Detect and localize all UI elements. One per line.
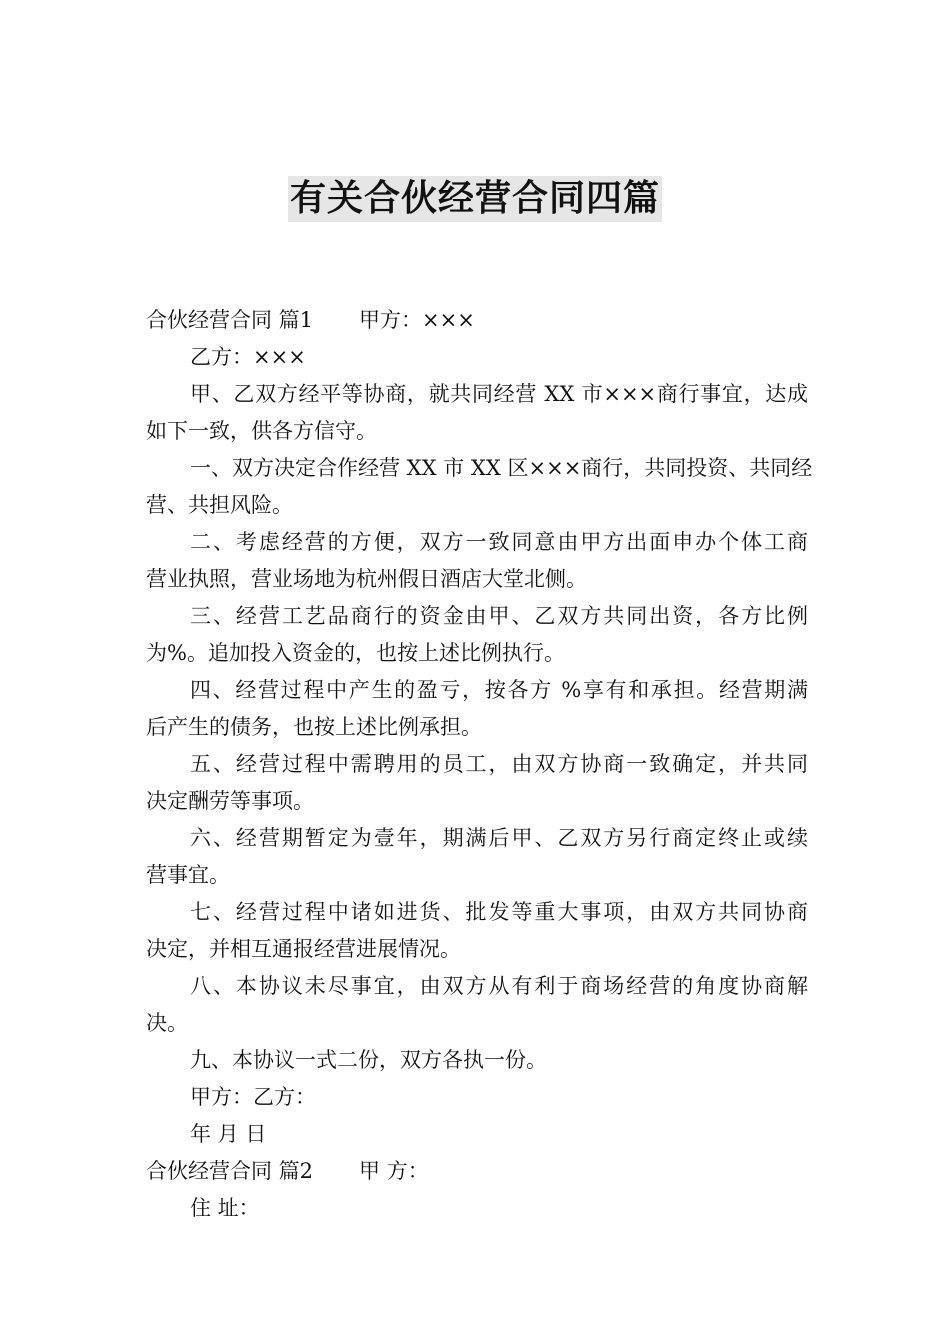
paragraph-line: 决定酬劳等事项。 <box>146 789 314 813</box>
paragraph-line: 二、考虑经营的方便，双方一致同意由甲方出面申办个体工商 <box>190 530 808 554</box>
document-body <box>146 302 813 1227</box>
paragraph-line: 营事宜。 <box>146 863 230 887</box>
paragraph-line: 决定，并相互通报经营进展情况。 <box>146 937 461 961</box>
paragraph-line: 五、经营过程中需聘用的员工，由双方协商一致确定，并共同 <box>190 752 808 776</box>
paragraph-line: 四、经营过程中产生的盈亏，按各方 %享有和承担。经营期满 <box>190 678 808 702</box>
title-area <box>0 176 950 222</box>
document-title: 有关合伙经营合同四篇 <box>288 176 662 222</box>
paragraph-line: 一、双方决定合作经营 XX 市 XX 区×××商行，共同投资、共同经 <box>190 456 813 480</box>
party-a-label: 甲 方： <box>359 1159 429 1183</box>
paragraph-line: 为%。追加投入资金的，也按上述比例执行。 <box>146 641 565 665</box>
section-label: 合伙经营合同 篇2 <box>146 1159 314 1183</box>
paragraph-line: 后产生的债务，也按上述比例承担。 <box>146 715 482 739</box>
section-label: 合伙经营合同 篇1 <box>146 308 314 332</box>
section-heading-2 <box>146 1153 808 1190</box>
paragraph-line: 乙方：××× <box>190 345 306 369</box>
paragraph-line: 营、共担风险。 <box>146 493 293 517</box>
paragraph-line: 七、经营过程中诸如进货、批发等重大事项，由双方共同协商 <box>190 900 808 924</box>
paragraph-line: 甲、乙双方经平等协商，就共同经营 XX 市×××商行事宜，达成 <box>190 382 808 406</box>
paragraph-line: 如下一致，供各方信守。 <box>146 419 377 443</box>
party-a-label: 甲方：××× <box>359 308 475 332</box>
date-line: 年 月 日 <box>190 1122 267 1146</box>
paragraph-line: 九、本协议一式二份，双方各执一份。 <box>190 1048 547 1072</box>
paragraph-line: 八、本协议未尽事宜，由双方从有利于商场经营的角度协商解 <box>190 974 808 998</box>
paragraph-line: 三、经营工艺品商行的资金由甲、乙双方共同出资，各方比例 <box>190 604 808 628</box>
signature-line: 甲方：乙方： <box>190 1085 316 1109</box>
section-heading-1 <box>146 302 808 339</box>
paragraph-line: 六、经营期暂定为壹年，期满后甲、乙双方另行商定终止或续 <box>190 826 808 850</box>
paragraph-line: 决。 <box>146 1011 188 1035</box>
paragraph-line: 营业执照，营业场地为杭州假日酒店大堂北侧。 <box>146 567 587 591</box>
address-line: 住 址： <box>190 1196 260 1220</box>
